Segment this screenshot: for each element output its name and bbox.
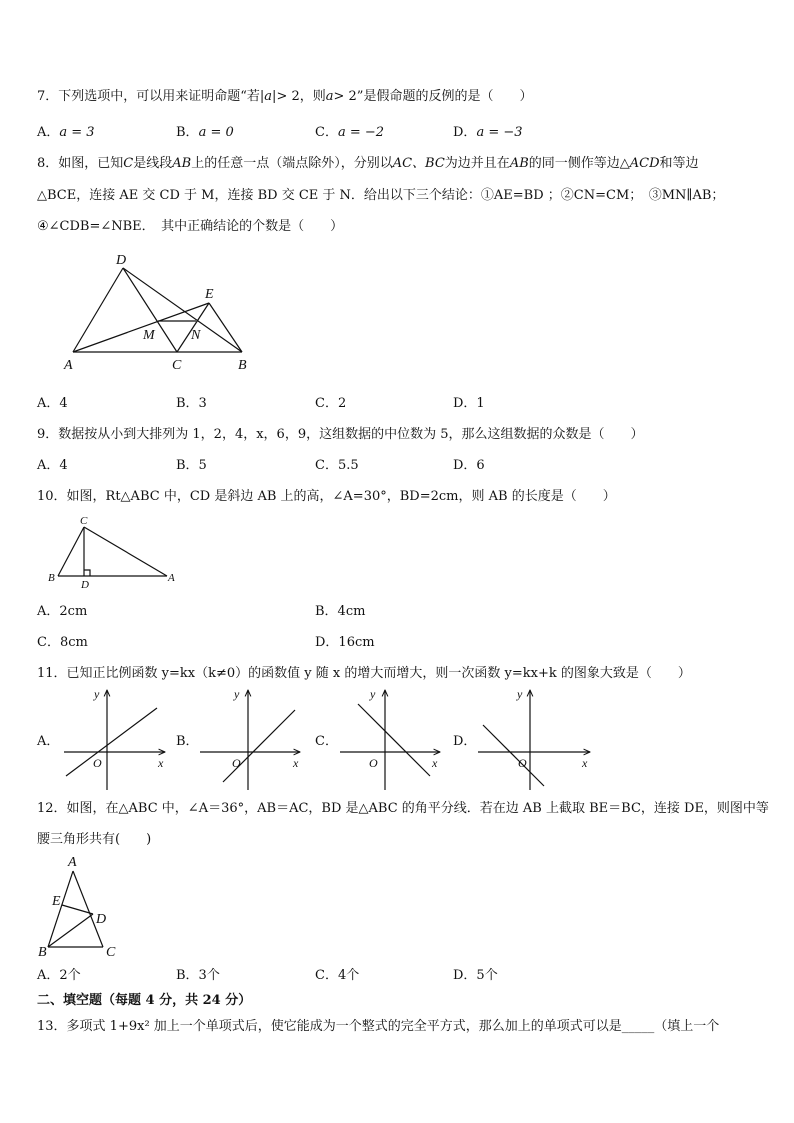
q12-label-d: D (96, 912, 107, 927)
q11-d-x: x (582, 756, 588, 770)
q8-stem-line1: 8．如图，已知C是线段AB上的任意一点（端点除外），分别以AC、BC为边并且在AB的同一侧作等边△ACD和等边 (37, 156, 699, 171)
q10-label-d: D (81, 579, 89, 591)
q12-label-c: C (106, 945, 116, 960)
q11-a-o: O (93, 756, 102, 770)
q10-stem: 10．如图，Rt△ABC 中，CD 是斜边 AB 上的高，∠A=30°，BD=2cm，则 AB 的长度是（ ） (37, 489, 616, 504)
q10-option-b: B．4cm (315, 604, 366, 619)
q12-stem-line1: 12．如图，在△ABC 中，∠A＝36°，AB＝AC，BD 是△ABC 的角平分线．若在边 AB 上截取 BE＝BC，连接 DE，则图中等 (37, 801, 769, 816)
q9-stem: 9．数据按从小到大排列为 1，2，4，x，6，9，这组数据的中位数为 5，那么这组数据的众数是（ ） (37, 427, 644, 442)
q11-option-b: B． (176, 734, 199, 749)
q7-option-c: C．a = −2 (315, 125, 385, 140)
q11-a-y: y (94, 687, 100, 701)
q7-option-a: A．a = 3 (37, 125, 95, 140)
q12-option-a: A．2个 (37, 968, 81, 983)
q11-b-x: x (293, 756, 299, 770)
q12-label-e: E (52, 894, 61, 909)
q9-option-a: A．4 (37, 458, 68, 473)
q12-label-b: B (38, 945, 47, 960)
q12-option-b: B．3个 (176, 968, 220, 983)
q8-stem-line2: △BCE，连接 AE 交 CD 于 M，连接 BD 交 CE 于 N．给出以下三个结论：①AE=BD ；②CN=CM； ③MN∥AB； (37, 188, 725, 203)
q11-stem: 11．已知正比例函数 y=kx（k≠0）的函数值 y 随 x 的增大而增大，则一次函数 y=kx+k 的图象大致是（ ） (37, 666, 691, 681)
q11-c-o: O (369, 756, 378, 770)
q9-option-c: C．5.5 (315, 458, 359, 473)
q10-label-a: A (168, 572, 175, 584)
q10-label-c: C (80, 515, 88, 527)
q8-option-b: B．3 (176, 396, 207, 411)
q12-option-d: D．5个 (453, 968, 498, 983)
q8-label-e: E (205, 287, 214, 302)
q8-option-a: A．4 (37, 396, 68, 411)
q8-label-c: C (172, 358, 182, 373)
q8-option-c: C．2 (315, 396, 347, 411)
q11-c-y: y (370, 687, 376, 701)
q9-option-d: D．6 (453, 458, 485, 473)
q10-option-a: A．2cm (37, 604, 88, 619)
q10-option-c: C．8cm (37, 635, 88, 650)
q12-stem-line2: 腰三角形共有( ) (37, 832, 152, 847)
q8-stem-line3: ④∠CDB=∠NBE． 其中正确结论的个数是（ ） (37, 219, 344, 234)
q8-label-b: B (238, 358, 247, 373)
q13-stem: 13．多项式 1+9x² 加上一个单项式后，使它能成为一个整式的完全平方式，那么加上的单项式可以是_____（填上一个 (37, 1019, 720, 1034)
q11-b-y: y (234, 687, 240, 701)
q8-label-a: A (64, 358, 73, 373)
q11-option-c: C． (315, 734, 338, 749)
q8-label-n: N (191, 328, 201, 343)
q9-option-b: B．5 (176, 458, 207, 473)
q11-c-x: x (432, 756, 438, 770)
q7-option-b: B．a = 0 (176, 125, 234, 140)
q12-label-a: A (68, 855, 77, 870)
q8-option-d: D．1 (453, 396, 485, 411)
section-heading: 二、填空题（每题 4 分，共 24 分） (37, 993, 252, 1008)
q10-label-b: B (48, 572, 55, 584)
q11-d-y: y (517, 687, 523, 701)
q10-option-d: D．16cm (315, 635, 375, 650)
q12-option-c: C．4个 (315, 968, 360, 983)
q7-option-d: D．a = −3 (453, 125, 523, 140)
q8-label-d: D (116, 253, 127, 268)
q11-b-o: O (232, 756, 241, 770)
q11-option-d: D． (453, 734, 477, 749)
q11-a-x: x (158, 756, 164, 770)
q7-stem: 7．下列选项中，可以用来证明命题“若|a|> 2，则a> 2”是假命题的反例的是（ ） (37, 89, 533, 104)
q8-label-m: M (143, 328, 155, 343)
q11-option-a: A． (37, 734, 60, 749)
q11-d-o: O (518, 756, 527, 770)
